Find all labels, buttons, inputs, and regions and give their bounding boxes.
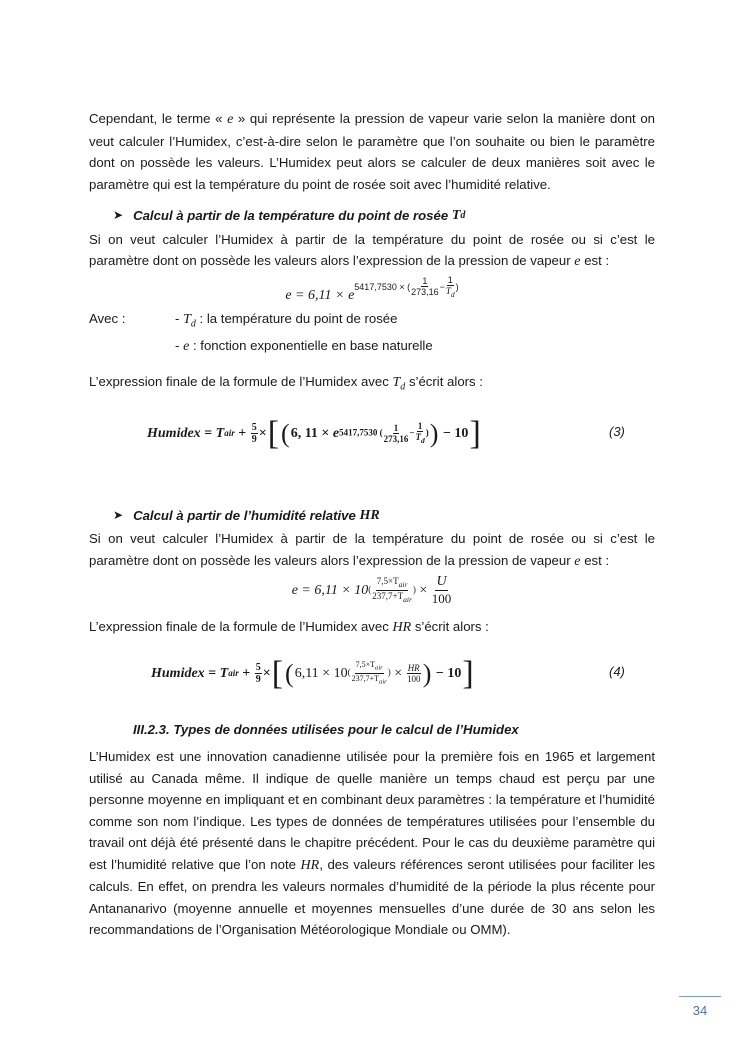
section1-text-b: est :	[584, 253, 610, 268]
arrowhead-bullet-icon: ➤	[113, 208, 124, 222]
section1-text-a: Si on veut calculer l’Humidex à partir de la température du point de rosée ou si c’est le paramètre dont on possède les valeurs alors l’expression de la pression de vapeur	[89, 231, 655, 268]
f4-exp-num-sub: air	[375, 665, 383, 673]
section2-final-a: L’expression finale de la formule de l’Humidex avec	[89, 619, 389, 635]
section1-title: Calcul à partir de la température du point de rosée	[133, 208, 449, 223]
formula-humidex-hr: Humidex = T air + $\frac{5}{9}$ × [ ( 6,11 × 10 ( $\frac{7,5\times T_{air}}{237,7+T_{air}}$ ) × $\frac{HR}{100}$ ) − 10 ] (4)	[151, 654, 625, 692]
avec-item-e: - e : fonction exponentielle en base naturelle	[175, 337, 433, 354]
eq1-frac-a	[411, 276, 439, 297]
f3-exp-frac-b-sub: d	[421, 435, 425, 445]
section3-title: III.2.3. Types de données utilisées pour le calcul de l’Humidex	[133, 721, 519, 737]
section1-heading	[113, 205, 655, 227]
f3-exp-frac-a-den: 273,16	[383, 434, 409, 445]
eq2-exp-den-sub: air	[403, 594, 412, 604]
f4-times: ×	[262, 665, 271, 681]
avec-item1-sub: d	[190, 318, 196, 330]
f4-tair-sub: air	[228, 667, 239, 678]
eq1-frac-b	[446, 275, 455, 300]
f3-tair: T	[215, 425, 225, 441]
section2-final-var: HR	[392, 620, 412, 636]
eq1-frac-a-num: 1	[422, 276, 428, 287]
section2-title: Calcul à partir de l’humidité relative	[133, 507, 356, 523]
section2-paragraph	[89, 528, 655, 572]
f3-plus: +	[238, 425, 247, 441]
avec-definitions	[89, 308, 655, 358]
eq1-frac-b-den-sub: d	[450, 289, 455, 299]
f3-e: e	[332, 425, 340, 441]
f3-tair-sub: air	[224, 427, 235, 438]
intro-paragraph	[89, 108, 655, 195]
avec-label: Avec :	[89, 310, 126, 326]
eq1-exponent: 5417,7530 × ( $\frac{1}{273,16}$ − $\frac{1}{T_d}$ )	[354, 274, 459, 299]
f3-humidex: Humidex =	[147, 425, 213, 441]
avec-item-td: - $T_d$ : la température du point de rosée	[175, 310, 398, 330]
intro-text-a: Cependant, le terme «	[89, 111, 223, 126]
eq2-exp-num: 7,5×T	[376, 576, 399, 587]
avec-item1-var: T	[183, 311, 191, 327]
f4-minus10: − 10	[435, 665, 462, 681]
intro-var: e	[227, 112, 234, 127]
f4-exp-num: 7,5×T	[355, 660, 375, 670]
f3-exp-frac-a-num: 1	[393, 423, 399, 434]
f3-times: ×	[258, 425, 267, 441]
section1-final-a: L’expression finale de la formule de l’Humidex avec	[89, 374, 389, 390]
avec-item2-text: : fonction exponentielle en base naturelle	[192, 337, 433, 353]
section3-var: HR	[300, 857, 320, 873]
formula-humidex-dewpoint: Humidex = T air + $\frac{5}{9}$ × [ ( 6, 11 × e 5417,7530 ( $\frac{1}{273,16}$ − $\frac{1}{T_d}$ ) ) − 10 ] (3)	[147, 414, 625, 452]
section1-var: e	[574, 254, 581, 269]
section1-title-sub: d	[460, 210, 466, 221]
document-page	[89, 108, 655, 941]
eq1-lhs: e = 6,11 ×	[285, 287, 345, 303]
eq2-lhs: e = 6,11 × 10	[291, 582, 369, 598]
section3-text-a: L’Humidex est une innovation canadienne utilisée pour la première fois en 1965 et largement utilisé au Canada même. Il indique de quelle manière un temps chaud est perçu par une personne moyenne en impliquant et en combinant deux paramètres : la température et l’humidité comme son nom l’indique. Les types de données de températures utilisées pour l’ensemble du travail ont déjà été présenté dans le chapitre précédent. Pour le cas du deuxième paramètre qui est l’humidité relative que l’on note	[89, 749, 655, 872]
f4-plus: +	[242, 665, 251, 681]
f4-frac-100: 100	[406, 674, 421, 685]
f4-exp-den-sub: air	[379, 678, 387, 686]
f4-exp-den: 237,7+T	[351, 674, 379, 684]
section3-text-b: , des valeurs références seront utilisées pour faciliter les calculs. En effet, on prendra les valeurs normales d’humidité de la période la plus récente pour Antananarivo (moyenne annuelle et moyennes mensuelles d’une durée de 30 ans selon les recommandations de l’Organisation Météorologique Mondiale ou OMM).	[89, 856, 655, 938]
f4-tair: T	[219, 665, 229, 681]
equation-number-4: (4)	[609, 663, 625, 679]
eq2-exp-num-sub: air	[398, 580, 408, 590]
section3-paragraph	[89, 746, 655, 941]
eq2-times: ×	[419, 582, 428, 598]
section2-heading	[113, 505, 655, 527]
f3-minus10: − 10	[442, 425, 469, 441]
f4-611: 6,11 × 10	[294, 665, 348, 681]
f4-frac-5: 5	[255, 662, 261, 674]
f3-611: 6, 11 ×	[290, 425, 330, 441]
section1-final-paragraph	[89, 371, 655, 398]
avec-item1-text: : la température du point de rosée	[199, 310, 398, 326]
arrowhead-bullet-icon: ➤	[113, 507, 124, 522]
avec-item2-var: e	[183, 338, 190, 354]
equation-vapor-pressure-hr: e = 6,11 × 10 ( $\frac{7,5\times T_{air}}{237,7+T_{air}}$ ) × $\frac{U}{100}$	[291, 574, 452, 607]
eq2-frac-u: U	[436, 574, 447, 590]
eq2-frac-100: 100	[431, 591, 452, 607]
footer-divider	[679, 996, 721, 997]
section2-text-b: est :	[584, 552, 610, 568]
section2-var: e	[574, 553, 581, 569]
eq1-frac-b-den: T	[445, 285, 451, 296]
f3-exp-frac-b-den: T	[415, 432, 422, 443]
section1-title-var: T	[451, 208, 461, 223]
eq2-exp-den: 237,7+T	[372, 591, 404, 602]
section1-paragraph	[89, 229, 655, 273]
section2-final-paragraph	[89, 616, 655, 639]
section2-title-var: HR	[359, 507, 380, 523]
eq1-exponent-close: )	[455, 281, 459, 292]
f3-frac-5: 5	[251, 422, 257, 434]
f4-frac-9: 9	[255, 674, 261, 686]
page-number: 34	[692, 1003, 708, 1018]
equation-vapor-pressure-dewpoint	[89, 275, 655, 306]
f3-exp: 5417,7530	[339, 427, 378, 438]
eq1-frac-b-num: 1	[447, 274, 453, 285]
eq1-frac-a-den: 273,16	[411, 287, 439, 298]
f3-exp-frac-b-num: 1	[417, 421, 423, 432]
eq1-exp-base: e	[348, 287, 355, 303]
f4-times-2: ×	[394, 665, 403, 681]
intro-text-b: » qui représente la pression de vapeur varie selon la manière dont on veut calculer l’Humidex, c’est-à-dire selon le paramètre que l’on souhaite ou bien le paramètre dont on possède les valeurs. L’Humidex peut alors se calculer de deux manières soit avec le paramètre qui est la température du point de rosée soit avec l’humidité relative.	[89, 111, 655, 192]
f3-frac-9: 9	[251, 434, 257, 446]
equation-number-3: (3)	[609, 423, 625, 439]
section1-final-sub: d	[400, 382, 406, 394]
f4-frac-hr: HR	[407, 663, 420, 674]
section1-final-var: T	[392, 375, 401, 391]
section2-text-a: Si on veut calculer l’Humidex à partir de la température du point de rosée ou si c’est le paramètre dont on possède les valeurs alors l’expression de la pression de vapeur	[89, 531, 655, 568]
eq1-exponent-coef: 5417,7530 × (	[354, 281, 411, 292]
section1-final-b: s’écrit alors :	[408, 374, 483, 390]
f4-humidex: Humidex =	[151, 665, 217, 681]
section2-final-b: s’écrit alors :	[414, 619, 489, 635]
avec-list	[175, 308, 433, 358]
